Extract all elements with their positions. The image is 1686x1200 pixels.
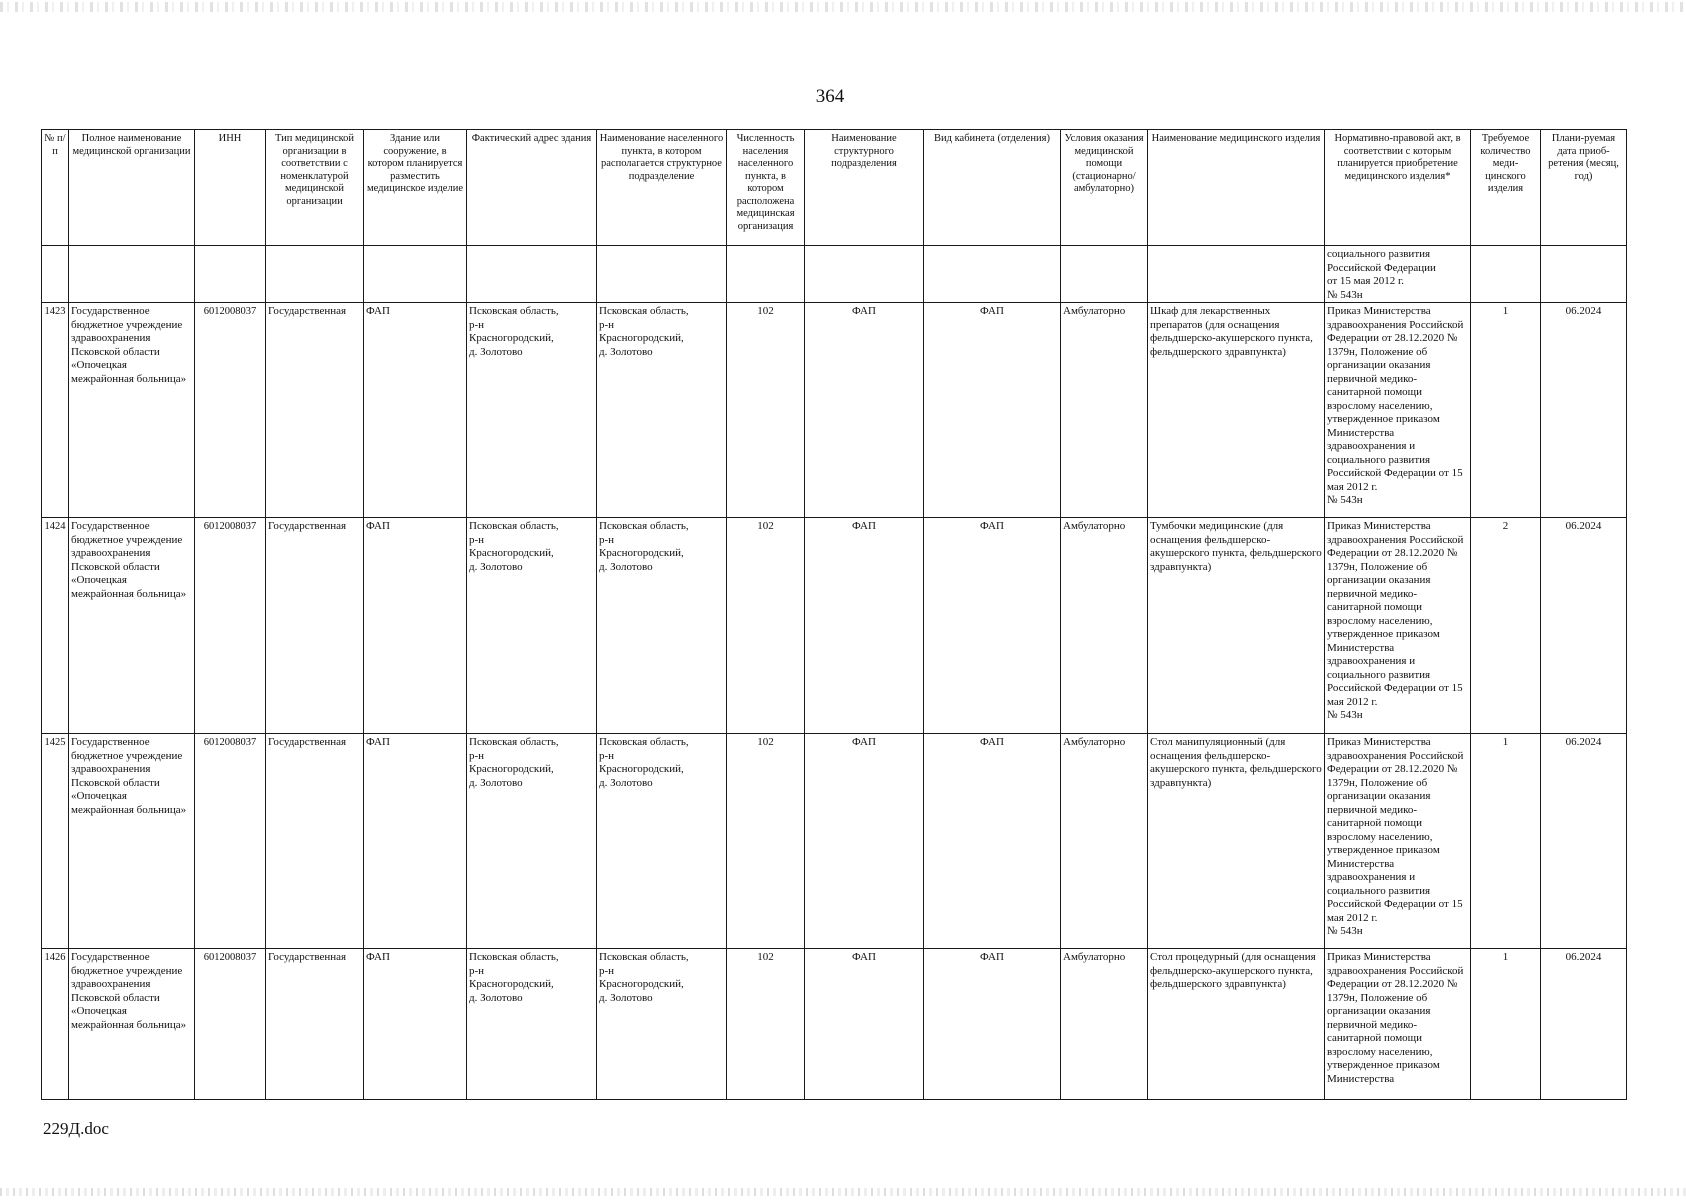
cell-empty <box>364 246 467 303</box>
cell-organization: Государственное бюджетное учреждение здравоохранения Псковской области «Опочецкая межрайонная больница» <box>69 734 195 949</box>
header-care-conditions: Условия оказания медицинской помощи (стационарно/ амбулаторно) <box>1061 130 1148 246</box>
table-header-row <box>42 130 1627 246</box>
cell-inn: 6012008037 <box>195 734 266 949</box>
cell-date: 06.2024 <box>1541 303 1627 518</box>
cell-settlement: Псковская область, р-н Красногородский, д. Золотово <box>597 734 727 949</box>
header-number: № п/п <box>42 130 69 246</box>
table-row <box>42 949 1627 1100</box>
header-cabinet-type: Вид кабинета (отделения) <box>924 130 1061 246</box>
table-row <box>42 303 1627 518</box>
cell-empty <box>727 246 805 303</box>
table-row <box>42 518 1627 734</box>
cell-quantity: 1 <box>1471 734 1541 949</box>
cell-date: 06.2024 <box>1541 518 1627 734</box>
cell-empty <box>924 246 1061 303</box>
cell-settlement: Псковская область, р-н Красногородский, д. Золотово <box>597 949 727 1100</box>
cell-population: 102 <box>727 734 805 949</box>
cell-structural-unit: ФАП <box>805 518 924 734</box>
cell-empty <box>69 246 195 303</box>
cell-population: 102 <box>727 303 805 518</box>
cell-building: ФАП <box>364 949 467 1100</box>
header-inn: ИНН <box>195 130 266 246</box>
cell-address: Псковская область, р-н Красногородский, д. Золотово <box>467 734 597 949</box>
cell-building: ФАП <box>364 303 467 518</box>
header-building: Здание или сооружение, в котором планируется разместить медицинское изделие <box>364 130 467 246</box>
cell-number: 1424 <box>42 518 69 734</box>
cell-building: ФАП <box>364 734 467 949</box>
cell-inn: 6012008037 <box>195 303 266 518</box>
scan-noise-bottom <box>0 1188 1686 1196</box>
cell-structural-unit: ФАП <box>805 949 924 1100</box>
header-organization-type: Тип медицинской организации в соответствии с номенклатурой медицинской организации <box>266 130 364 246</box>
cell-empty <box>266 246 364 303</box>
cell-date: 06.2024 <box>1541 734 1627 949</box>
cell-number: 1425 <box>42 734 69 949</box>
cell-address: Псковская область, р-н Красногородский, д. Золотово <box>467 303 597 518</box>
cell-empty <box>195 246 266 303</box>
cell-cabinet: ФАП <box>924 949 1061 1100</box>
cell-conditions: Амбулаторно <box>1061 734 1148 949</box>
header-structural-unit: Наименование структурного подразделения <box>805 130 924 246</box>
cell-quantity: 1 <box>1471 303 1541 518</box>
cell-type: Государственная <box>266 949 364 1100</box>
cell-type: Государственная <box>266 518 364 734</box>
cell-population: 102 <box>727 518 805 734</box>
cell-empty <box>467 246 597 303</box>
cell-address: Псковская область, р-н Красногородский, д. Золотово <box>467 518 597 734</box>
table-body <box>42 246 1627 1100</box>
cell-date: 06.2024 <box>1541 949 1627 1100</box>
cell-legal-act: Приказ Министерства здравоохранения Российской Федерации от 28.12.2020 № 1379н, Положение об организации оказания первичной медико-санитарной помощи взрослому населению, утвержденное приказом Министерства здравоохранения и социального развития Российской Федерации от 15 мая 2012 г. № 543н <box>1325 303 1471 518</box>
cell-empty <box>805 246 924 303</box>
cell-conditions: Амбулаторно <box>1061 518 1148 734</box>
cell-empty <box>597 246 727 303</box>
equipment-table <box>41 129 1627 1100</box>
cell-organization: Государственное бюджетное учреждение здравоохранения Псковской области «Опочецкая межрайонная больница» <box>69 518 195 734</box>
cell-address: Псковская область, р-н Красногородский, д. Золотово <box>467 949 597 1100</box>
document-filename: 229Д.doc <box>43 1119 109 1138</box>
cell-building: ФАП <box>364 518 467 734</box>
header-quantity: Требуемое количество меди-цинского изделия <box>1471 130 1541 246</box>
cell-empty <box>1471 246 1541 303</box>
cell-empty <box>1148 246 1325 303</box>
cell-conditions: Амбулаторно <box>1061 949 1148 1100</box>
cell-inn: 6012008037 <box>195 949 266 1100</box>
header-settlement: Наименование населенного пункта, в котором располагается структурное подразделение <box>597 130 727 246</box>
cell-legal-act: Приказ Министерства здравоохранения Российской Федерации от 28.12.2020 № 1379н, Положение об организации оказания первичной медико-санитарной помощи взрослому населению, утвержденное приказом Министерства здравоохранения и социального развития Российской Федерации от 15 мая 2012 г. № 543н <box>1325 734 1471 949</box>
cell-type: Государственная <box>266 734 364 949</box>
cell-empty <box>1061 246 1148 303</box>
scan-noise-top <box>0 2 1686 12</box>
cell-device: Шкаф для лекарственных препаратов (для оснащения фельдшерско-акушерского пункта, фельдшерского здравпункта) <box>1148 303 1325 518</box>
cell-structural-unit: ФАП <box>805 303 924 518</box>
header-legal-act: Нормативно-правовой акт, в соответствии с которым планируется приобретение медицинского изделия* <box>1325 130 1471 246</box>
cell-device: Тумбочки медицинские (для оснащения фельдшерско-акушерского пункта, фельдшерского здравпункта) <box>1148 518 1325 734</box>
table-row <box>42 734 1627 949</box>
header-purchase-date: Плани-руемая дата приоб-ретения (месяц, год) <box>1541 130 1627 246</box>
cell-settlement: Псковская область, р-н Красногородский, д. Золотово <box>597 303 727 518</box>
cell-conditions: Амбулаторно <box>1061 303 1148 518</box>
cell-inn: 6012008037 <box>195 518 266 734</box>
header-device-name: Наименование медицинского изделия <box>1148 130 1325 246</box>
cell-organization: Государственное бюджетное учреждение здравоохранения Псковской области «Опочецкая межрайонная больница» <box>69 949 195 1100</box>
cell-empty <box>42 246 69 303</box>
cell-number: 1423 <box>42 303 69 518</box>
cell-structural-unit: ФАП <box>805 734 924 949</box>
cell-empty <box>1541 246 1627 303</box>
cell-legal-act-continuation: социального развития Российской Федерации от 15 мая 2012 г. № 543н <box>1325 246 1471 303</box>
cell-legal-act: Приказ Министерства здравоохранения Российской Федерации от 28.12.2020 № 1379н, Положение об организации оказания первичной медико-санитарной помощи взрослому населению, утвержденное приказом Министерства <box>1325 949 1471 1100</box>
page-number: 364 <box>815 86 845 107</box>
cell-number: 1426 <box>42 949 69 1100</box>
table-row-continuation <box>42 246 1627 303</box>
cell-settlement: Псковская область, р-н Красногородский, д. Золотово <box>597 518 727 734</box>
cell-cabinet: ФАП <box>924 303 1061 518</box>
cell-population: 102 <box>727 949 805 1100</box>
header-address: Фактический адрес здания <box>467 130 597 246</box>
cell-type: Государственная <box>266 303 364 518</box>
cell-device: Стол манипуляционный (для оснащения фельдшерско-акушерского пункта, фельдшерского здравпункта) <box>1148 734 1325 949</box>
header-organization-name: Полное наименование медицинской организации <box>69 130 195 246</box>
cell-organization: Государственное бюджетное учреждение здравоохранения Псковской области «Опочецкая межрайонная больница» <box>69 303 195 518</box>
cell-cabinet: ФАП <box>924 518 1061 734</box>
header-population: Численность населения населенного пункта, в котором расположена медицинская организация <box>727 130 805 246</box>
cell-cabinet: ФАП <box>924 734 1061 949</box>
cell-legal-act: Приказ Министерства здравоохранения Российской Федерации от 28.12.2020 № 1379н, Положение об организации оказания первичной медико-санитарной помощи взрослому населению, утвержденное приказом Министерства здравоохранения и социального развития Российской Федерации от 15 мая 2012 г. № 543н <box>1325 518 1471 734</box>
cell-quantity: 2 <box>1471 518 1541 734</box>
cell-device: Стол процедурный (для оснащения фельдшерско-акушерского пункта, фельдшерского здравпункта) <box>1148 949 1325 1100</box>
cell-quantity: 1 <box>1471 949 1541 1100</box>
